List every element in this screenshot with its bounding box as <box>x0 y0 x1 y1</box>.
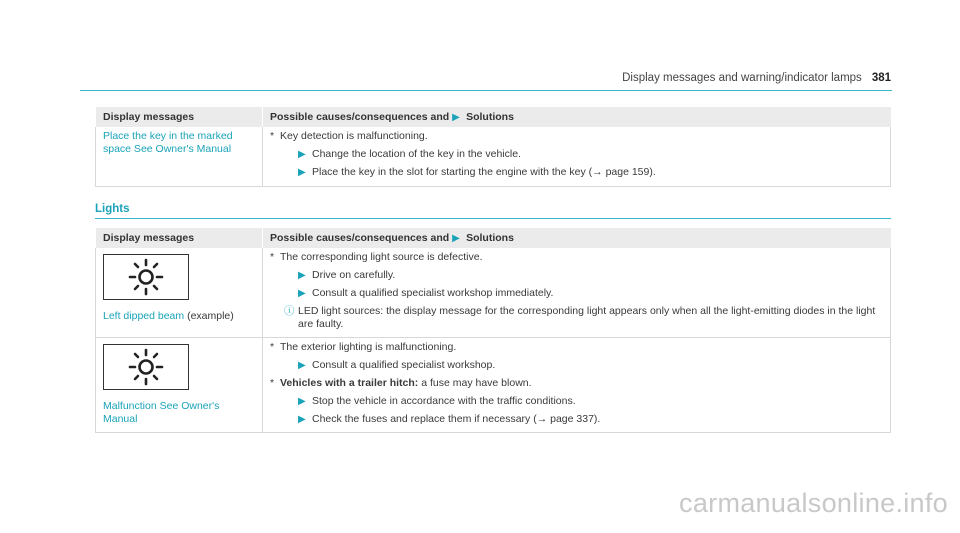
action-arrow-icon: ▶ <box>298 167 306 178</box>
col-header-display-messages: Display messages <box>96 107 263 127</box>
exterior-light-warning-icon <box>103 344 189 390</box>
lights-messages-table <box>95 228 891 433</box>
col-header-causes: Possible causes/consequences and ▶ Solutions <box>263 107 891 127</box>
cause-text: * The corresponding light source is defective. <box>270 251 483 263</box>
key-messages-table <box>95 107 891 187</box>
action-arrow-icon: ▶ <box>298 149 306 160</box>
info-icon: ⓘ <box>284 305 295 317</box>
table-row <box>96 127 891 187</box>
action-arrow-icon: ▶ <box>298 270 306 281</box>
cause-text: * Key detection is malfunctioning. <box>270 130 428 142</box>
solution-step: ▶ Change the location of the key in the vehicle. <box>298 148 521 160</box>
watermark: carmanualsonline.info <box>679 488 948 518</box>
section-title: Lights <box>95 203 130 215</box>
action-arrow-icon: ▶ <box>298 360 306 371</box>
display-message-suffix: (example) <box>187 310 234 322</box>
running-head-title: Display messages and warning/indicator lamps <box>622 72 862 84</box>
cause-text: * Vehicles with a trailer hitch: a fuse may have blown. <box>270 377 532 389</box>
table-row <box>96 338 891 433</box>
action-arrow-icon: ▶ <box>298 288 306 299</box>
action-arrow-icon: ▶ <box>298 396 306 407</box>
action-arrow-icon: ▶ <box>452 111 460 123</box>
col-header-display-messages: Display messages <box>96 228 263 248</box>
display-message: Place the key in the marked space See Owner's Manual <box>103 130 233 155</box>
solution-step: ▶ Drive on carefully. <box>298 269 396 281</box>
action-arrow-icon: ▶ <box>298 414 306 425</box>
running-head <box>622 72 891 84</box>
cause-text: * The exterior lighting is malfunctioning. <box>270 341 457 353</box>
action-arrow-icon: ▶ <box>452 232 460 244</box>
note-text: ⓘ LED light sources: the display message for the corresponding light appears only when all the light-emitting diodes in the light are faulty. <box>284 305 876 330</box>
solution-step: ▶ Stop the vehicle in accordance with the traffic conditions. <box>298 395 576 407</box>
section-rule <box>95 218 891 219</box>
exterior-light-warning-icon <box>103 254 189 300</box>
solution-step: ▶ Consult a qualified specialist workshop. <box>298 359 496 371</box>
table-row <box>96 248 891 338</box>
solution-step: ▶ Consult a qualified specialist workshop immediately. <box>298 287 554 299</box>
header-rule <box>80 90 892 91</box>
display-message: Left dipped beam <box>103 310 185 322</box>
solution-step: ▶ Place the key in the slot for starting the engine with the key (→ page 159). <box>298 166 656 178</box>
page-number: 381 <box>871 72 891 84</box>
col-header-causes: Possible causes/consequences and ▶ Solutions <box>263 228 891 248</box>
solution-step: ▶ Check the fuses and replace them if necessary (→ page 337). <box>298 413 601 425</box>
display-message: Malfunction See Owner's Manual <box>103 400 220 425</box>
